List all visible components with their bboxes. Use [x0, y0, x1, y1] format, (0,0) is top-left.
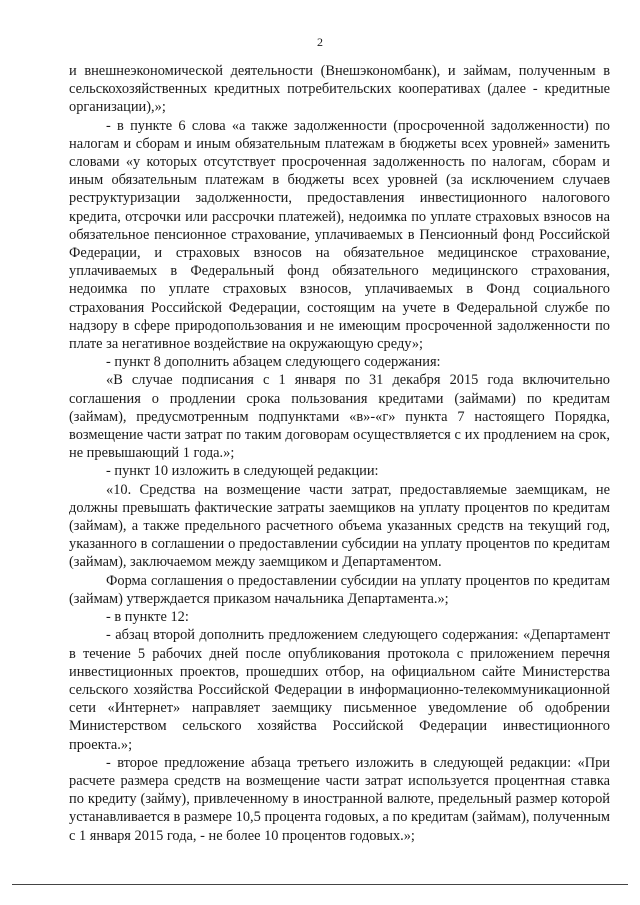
document-body: [69, 62, 610, 845]
paragraph-10: - второе предложение абзаца третьего изложить в следующей редакции: «При расчете размера средств на возмещение части затрат используется процентная ставка по кредиту (займу), привлеченному в иностранной валюте, предельный размер которой устанавливается в размере 10,5 процента годовых, а по кредитам (займам), полученным с 1 января 2015 года, - не более 10 процентов годовых.»;: [69, 754, 610, 844]
page-number: 2: [317, 35, 323, 49]
paragraph-4: «В случае подписания с 1 января по 31 декабря 2015 года включительно соглашения о продлении срока пользования кредитами (займами) по кредитам (займам), предусмотренным подпунктами «в»-«г» пункта 7 настоящего Порядка, возмещение части затрат по таким договорам осуществляется с их продлением на срок, не превышающий 1 года.»;: [69, 372, 610, 462]
paragraph-8: - в пункте 12:: [106, 609, 189, 626]
footer-divider: [12, 884, 628, 885]
paragraph-2: - в пункте 6 слова «а также задолженности (просроченной задолженности) по налогам и сборам и иным обязательным платежам в бюджеты всех уровней» заменить словами «у которых отсутствует просроченная задолженность по налогам, сборам и иным обязательным платежам в бюджеты всех уровней (за исключением случаев реструктуризации задолженности, предоставления инвестиционного налогового кредита, отсрочки или рассрочки платежей), недоимка по уплате страховых взносов на обязательное пенсионное страхование, уплачиваемых в Пенсионный фонд Российской Федерации, и страховых взносов на обязательное медицинское страхование, уплачиваемых в Федеральный фонд обязательного медицинского страхования, недоимка по уплате страховых взносов, уплачиваемых в Фонд социального страхования Российской Федерации, состоящим на учете в Федеральной службе по надзору в сфере природопользования и не имеющим просроченной задолженности по плате за негативное воздействие на окружающую среду»;: [69, 117, 610, 353]
paragraph-6: «10. Средства на возмещение части затрат, предоставляемые заемщикам, не должны превышать фактические затраты заемщиков на уплату процентов по кредитам (займам), а также предельного расчетного объема указанных средств на текущий год, указанного в соглашении о предоставлении субсидии на уплату процентов по кредитам (займам), заключаемом между заемщиком и Департаментом.: [69, 481, 610, 571]
paragraph-3: - пункт 8 дополнить абзацем следующего содержания:: [106, 354, 441, 371]
paragraph-9: - абзац второй дополнить предложением следующего содержания: «Департамент в течение 5 рабочих дней после опубликования протокола с приложением перечня инвестиционных проектов, прошедших отбор, на официальном сайте Министерства сельского хозяйства Российской Федерации в информационно-телекоммуникационной сети «Интернет» направляет заемщику письменное уведомление об одобрении Министерством сельского хозяйства Российской Федерации инвестиционного проекта.»;: [69, 627, 610, 753]
paragraph-5: - пункт 10 изложить в следующей редакции:: [106, 463, 379, 480]
paragraph-1: и внешнеэкономической деятельности (Внешэкономбанк), и займам, полученным в сельскохозяйственных кредитных потребительских кооперативах (далее - кредитные организации),»;: [69, 63, 610, 116]
paragraph-7: Форма соглашения о предоставлении субсидии на уплату процентов по кредитам (займам) утверждается приказом начальника Департамента.»;: [69, 572, 610, 607]
